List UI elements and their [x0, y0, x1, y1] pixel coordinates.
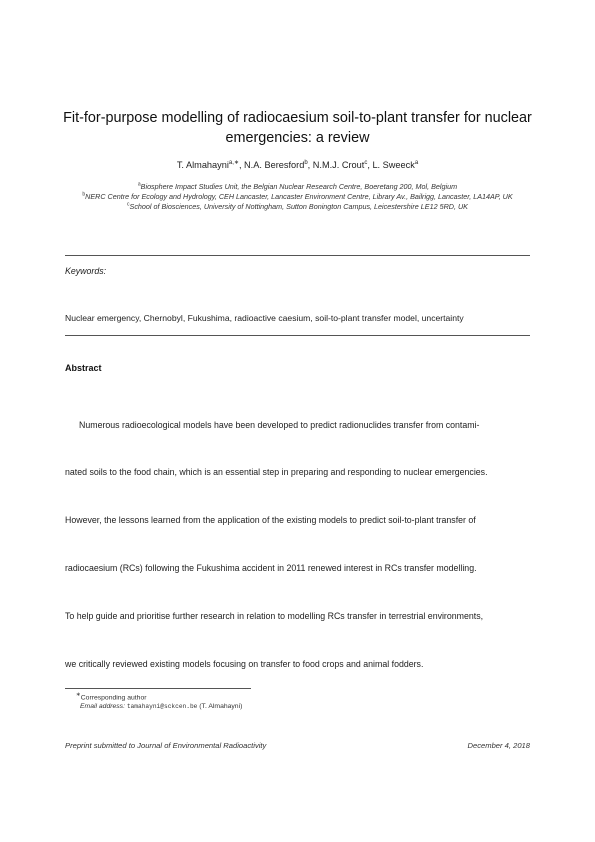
abstract-line: However, the lessons learned from the application of the existing models to predict soil-to-plant transfer of	[65, 515, 476, 525]
author-affiliation-mark: b	[304, 159, 308, 166]
frontmatter-divider-bottom	[65, 335, 530, 336]
author-name: N.M.J. Crout	[312, 160, 365, 170]
frontmatter-divider-top	[65, 255, 530, 256]
affiliations	[60, 182, 535, 213]
author-name: N.A. Beresford	[244, 160, 305, 170]
footer-journal: Preprint submitted to Journal of Environmental Radioactivity	[65, 741, 267, 750]
footnote-corresponding	[76, 692, 147, 701]
author-affiliation-mark: a,∗	[228, 159, 239, 166]
keywords-text: Nuclear emergency, Chernobyl, Fukushima, radioactive caesium, soil-to-plant transfer model, uncertainty	[65, 313, 464, 323]
email-address[interactable]: tamahayni@sckcen.be	[126, 703, 198, 710]
affiliation-text: Biosphere Impact Studies Unit, the Belgian Nuclear Research Centre, Boeretang 200, Mol, Belgium	[140, 182, 458, 191]
author-affiliation-mark: c	[364, 159, 368, 166]
abstract-line: we critically reviewed existing models focusing on transfer to food crops and animal fodders.	[65, 659, 424, 669]
email-label: Email address:	[80, 703, 125, 710]
author-name: T. Almahayni	[176, 160, 229, 170]
abstract-heading: Abstract	[65, 363, 102, 373]
title-line-2: emergencies: a review	[225, 130, 370, 146]
abstract-line: To help guide and prioritise further research in relation to modelling RCs transfer in terrestrial environments,	[65, 611, 484, 621]
email-owner: (T. Almahayni)	[199, 703, 243, 710]
affiliation-item	[60, 202, 535, 212]
affiliation-mark: b	[82, 191, 86, 198]
footer-date: December 4, 2018	[467, 741, 530, 750]
corresponding-label: Corresponding author	[80, 694, 147, 702]
keywords-label: Keywords:	[65, 266, 107, 276]
abstract-line: nated soils to the food chain, which is an essential step in preparing and responding to nuclear emergencies.	[65, 467, 488, 477]
author-affiliation-mark: a	[414, 159, 419, 166]
paper-title	[60, 108, 535, 148]
footnote-rule	[65, 688, 251, 689]
affiliation-text: NERC Centre for Ecology and Hydrology, CEH Lancaster, Lancaster Environment Centre, Library Av., Bailrigg, Lancaster, LA14AP, UK	[85, 192, 513, 202]
author-name: L. Sweeck	[372, 160, 415, 170]
title-line-1: Fit-for-purpose modelling of radiocaesium soil-to-plant transfer for nuclear	[63, 110, 532, 126]
affiliation-item	[60, 182, 535, 192]
footnote-marker: ∗	[76, 692, 81, 698]
footnote-email	[80, 703, 242, 710]
author-list: T. Almahayni$^{a,∗}$, N.A. Beresford$^b$, N.M.J. Crout$^c$, L. Sweeck$^a$	[176, 159, 419, 170]
affiliation-item	[60, 192, 535, 202]
affiliation-mark: a	[137, 181, 141, 188]
abstract-line: Numerous radioecological models have been developed to predict radionuclides transfer from contami-	[79, 420, 480, 430]
affiliation-text: School of Biosciences, University of Nottingham, Sutton Bonington Campus, Leicestershire LE12 5RD, UK	[129, 202, 468, 212]
affiliation-mark: c	[127, 202, 130, 209]
abstract-line: radiocaesium (RCs) following the Fukushima accident in 2011 renewed interest in RCs transfer modelling.	[65, 563, 477, 573]
